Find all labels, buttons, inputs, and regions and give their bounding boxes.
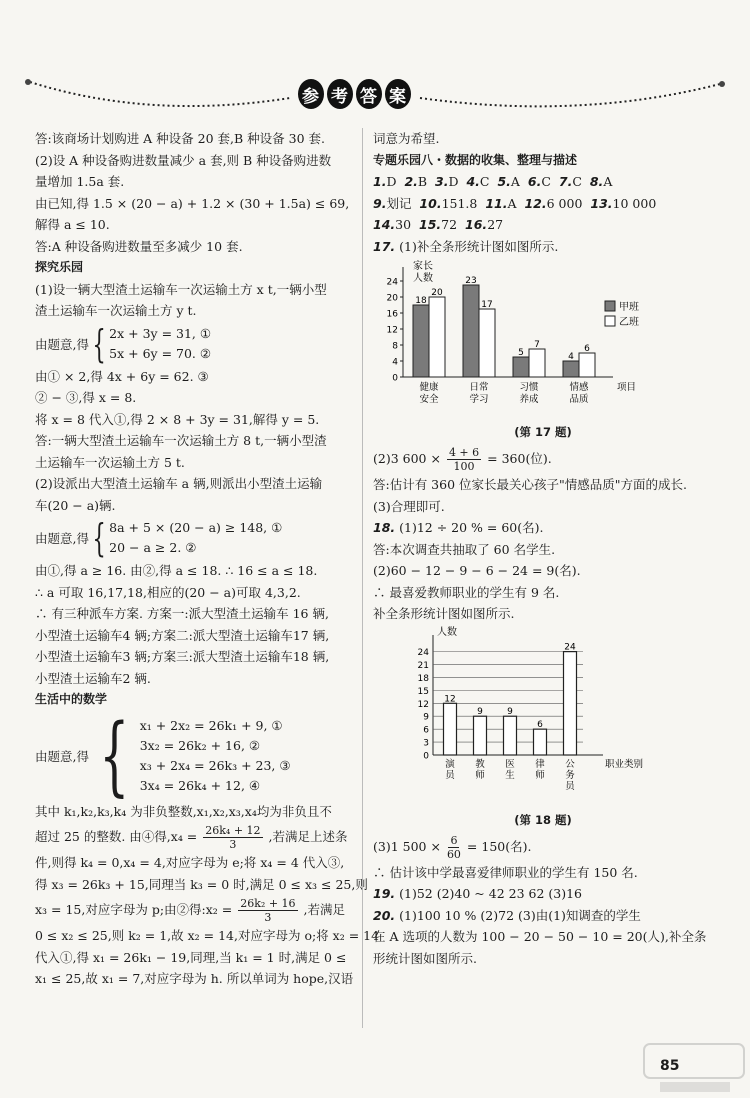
q-number: 6.: [527, 174, 542, 189]
watermark-logo: [640, 1040, 748, 1098]
legend-swatch: [605, 301, 615, 311]
q-number: 10.: [419, 195, 442, 211]
bar: [474, 716, 487, 755]
text-line: 由已知,得 1.5 × (20 − a) + 1.2 × (30 + 1.5a) ≤ 69,: [35, 195, 350, 211]
equation: 3x₄ = 26k₄ + 12, ④: [139, 777, 261, 793]
equation: x₁ + 2x₂ = 26k₁ + 9, ①: [139, 717, 283, 733]
brace: {: [92, 516, 106, 560]
y-tick-label: 15: [417, 686, 429, 697]
equation: 20 − a ≥ 2. ②: [109, 540, 197, 555]
chart-caption: (第 18 题): [514, 812, 572, 827]
q-number: 13.: [590, 195, 613, 211]
text-line: [373, 905, 713, 927]
bar-甲班: [513, 357, 529, 377]
bar-甲班: [413, 305, 429, 377]
fraction-denominator: 3: [229, 838, 237, 851]
q-answer: 划记: [386, 195, 412, 211]
data-label: 17: [481, 300, 493, 310]
q-number: 3.: [435, 174, 449, 189]
text-line: ∴ 最喜爱教师职业的学生有 9 名.: [373, 584, 560, 600]
x-tick-label: 演: [445, 758, 455, 770]
y-tick-label: 4: [392, 357, 398, 368]
x-tick-label: 日常: [469, 382, 489, 393]
page-number: 85: [660, 1058, 680, 1074]
bar: [564, 651, 577, 754]
data-label: 9: [477, 706, 483, 717]
chart-q17: [373, 257, 713, 420]
y-tick-label: 16: [386, 309, 398, 320]
text-fragment: (1)12 ÷ 20 % = 60(名).: [399, 520, 544, 535]
text-line: 词意为希望.: [373, 131, 440, 146]
y-tick-label: 3: [423, 738, 429, 749]
q-number: 5.: [497, 174, 511, 189]
text-line: ∴ a 可取 16,17,18,相应的(20 − a)可取 4,3,2.: [35, 584, 301, 600]
text-line: [373, 517, 713, 539]
legend-swatch: [605, 316, 615, 326]
equation-system: [35, 518, 357, 558]
text-fragment: x₃ = 15,对应字母为 p;由②得:x₂ =: [35, 902, 233, 917]
brace: {: [92, 321, 106, 366]
text-line: [35, 895, 357, 925]
brace: {: [99, 705, 130, 806]
q-number: 4.: [466, 174, 480, 189]
axis-label: 人数: [413, 273, 433, 284]
text-line: 渣土运输车一次运输土方 y t.: [35, 303, 197, 318]
y-tick-label: 9: [423, 712, 429, 723]
y-tick-label: 12: [417, 699, 429, 710]
title-char: 参: [298, 79, 324, 109]
fraction-numerator: 6: [450, 833, 458, 847]
right-column: [373, 128, 713, 969]
text-line: 由①,得 a ≥ 16. 由②,得 a ≤ 18. ∴ 16 ≤ a ≤ 18.: [35, 563, 318, 578]
text-line: 量增加 1.5a 套.: [35, 174, 125, 189]
text-line: 将 x = 8 代入①,得 2 × 8 + 3y = 31,解得 y = 5.: [35, 411, 320, 427]
data-label: 5: [518, 348, 524, 358]
x-tick-label: 师: [535, 769, 545, 781]
text-line: [373, 883, 713, 905]
text-line: 补全条形统计图如图所示.: [373, 606, 515, 621]
answer-row: [373, 214, 713, 236]
title-char: 答: [356, 79, 382, 109]
text-line: 代入①,得 x₁ = 26k₁ − 19,同理,当 k₁ = 1 时,满足 0 ≤: [35, 949, 347, 965]
equation: 2x + 3y = 31, ①: [109, 325, 212, 341]
q-answer: A: [510, 174, 520, 189]
text-line: (2)设 A 种设备购进数量减少 a 套,则 B 种设备购进数: [35, 152, 332, 168]
fraction-numerator: 26k₄ + 12: [205, 824, 261, 837]
bar: [444, 703, 457, 755]
q-answer: B: [417, 174, 428, 189]
q-answer: 6 000: [546, 195, 583, 211]
text-line: 小型渣土运输车2 辆.: [35, 670, 151, 686]
q-answer: 151.8: [441, 195, 478, 211]
y-tick-label: 21: [417, 660, 429, 671]
text-line: 由① × 2,得 4x + 6y = 62. ③: [35, 368, 209, 384]
legend-label: 甲班: [619, 302, 639, 313]
q-number: 2.: [404, 174, 418, 189]
text-line: 答:A 种设备购进数量至多减少 10 套.: [35, 238, 243, 254]
q-answer: 72: [441, 217, 458, 232]
data-label: 12: [444, 693, 456, 704]
y-tick-label: 0: [392, 373, 398, 384]
y-tick-label: 12: [386, 325, 398, 336]
text-fragment: = 150(名).: [466, 838, 532, 854]
data-label: 18: [415, 296, 427, 306]
y-tick-label: 24: [386, 277, 398, 288]
q-number: 12.: [524, 195, 547, 211]
y-tick-label: 0: [423, 751, 429, 761]
text-fragment: ,若满足上述条: [268, 829, 348, 844]
x-tick-label: 务: [565, 769, 575, 781]
text-line: 车(20 − a)辆.: [35, 497, 116, 513]
text-line: (3)合理即可.: [373, 498, 445, 514]
data-label: 9: [507, 706, 513, 717]
fraction-denominator: 60: [446, 847, 461, 861]
equation: 8a + 5 × (20 − a) ≥ 148, ①: [109, 520, 283, 535]
x-tick-label: 学习: [469, 394, 489, 405]
answer-row: [373, 193, 713, 215]
text-line: 件,则得 k₄ = 0,x₄ = 4,对应字母为 e;将 x₄ = 4 代入③,: [35, 855, 345, 870]
text-line: ∴ 有三种派车方案. 方案一:派大型渣土运输车 16 辆,: [35, 606, 329, 621]
text-line: 小型渣土运输车3 辆;方案三:派大型渣土运输车18 辆,: [35, 649, 330, 664]
q-answer: A: [507, 195, 517, 211]
q-answer: 30: [395, 217, 412, 232]
bar-乙班: [479, 309, 495, 377]
q-number: 7.: [558, 174, 573, 189]
x-tick-label: 健康: [419, 382, 439, 393]
text-line: ∴ 估计该中学最喜爱律师职业的学生有 150 名.: [373, 864, 638, 880]
x-tick-label: 师: [475, 769, 485, 781]
chart-q17-svg: [373, 257, 673, 417]
title-char: 案: [385, 79, 411, 109]
equation: 3x₂ = 26k₂ + 16, ②: [139, 737, 261, 753]
q-number: 16.: [465, 217, 488, 232]
section-heading: 探究乐园: [35, 260, 84, 274]
system-lead: 由题意,得: [35, 748, 89, 764]
q-answer: 27: [487, 217, 504, 232]
text-line: [35, 822, 357, 852]
equation-system: [35, 705, 357, 806]
q-number: 15.: [419, 217, 442, 232]
q-number: 19.: [373, 886, 396, 901]
text-fragment: 超过 25 的整数. 由④得,x₄ =: [35, 829, 198, 844]
data-label: 6: [537, 719, 543, 730]
q-number: 14.: [373, 217, 396, 232]
q-number: 8.: [589, 174, 604, 189]
x-tick-label: 安全: [419, 394, 439, 405]
bar-乙班: [579, 353, 595, 377]
bar-甲班: [563, 361, 579, 377]
x-tick-label: 律: [535, 758, 545, 770]
bar: [534, 729, 547, 755]
data-label: 23: [465, 276, 477, 286]
y-tick-label: 20: [386, 293, 398, 304]
x-tick-label: 养成: [519, 394, 539, 405]
text-line: 答:本次调查共抽取了 60 名学生.: [373, 541, 556, 557]
text-line: ② − ③,得 x = 8.: [35, 390, 137, 405]
y-tick-label: 8: [392, 341, 398, 352]
axis-label: 家长: [413, 261, 433, 272]
q-number: 20.: [373, 907, 396, 923]
text-line: [373, 832, 713, 862]
data-label: 4: [568, 352, 574, 362]
fraction-denominator: 3: [264, 911, 272, 924]
data-label: 7: [534, 340, 540, 350]
bar-乙班: [429, 297, 445, 377]
data-label: 24: [564, 642, 576, 653]
x-tick-label: 生: [505, 769, 515, 781]
text-fragment: = 360(位).: [487, 451, 552, 466]
bar-乙班: [529, 349, 545, 377]
q-number: 9.: [373, 195, 387, 211]
q-answer: C: [572, 174, 582, 189]
text-line: 答:一辆大型渣土运输车一次运输土方 8 t,一辆小型渣: [35, 433, 327, 448]
answer-row: [373, 171, 713, 193]
x-tick-label: 员: [565, 780, 575, 792]
text-fragment: (2)3 600 ×: [373, 451, 441, 466]
chart-caption: (第 17 题): [514, 425, 572, 439]
text-line: 土运输车一次运输土方 5 t.: [35, 454, 185, 470]
text-line: 0 ≤ x₂ ≤ 25,则 k₂ = 1,故 x₂ = 14,对应字母为 o;将 x₂ = 14: [35, 928, 380, 943]
q-answer: 10 000: [612, 195, 657, 211]
text-line: (1)设一辆大型渣土运输车一次运输土方 x t,一辆小型: [35, 281, 327, 297]
text-line: 形统计图如图所示.: [373, 950, 477, 966]
y-tick-label: 24: [417, 647, 429, 658]
text-line: 答:估计有 360 位家长最关心孩子"情感品质"方面的成长.: [373, 477, 687, 492]
x-tick-label: 医: [505, 758, 515, 770]
fraction-numerator: 4 + 6: [448, 446, 480, 459]
chart-q18: [373, 625, 713, 808]
text-line: 得 x₃ = 26k₃ + 15,同理当 k₃ = 0 时,满足 0 ≤ x₃ ≤ 25,则: [35, 876, 368, 892]
fraction: [447, 834, 461, 861]
q-number: 11.: [485, 195, 508, 211]
title-char: 考: [327, 79, 353, 109]
equation: 5x + 6y = 70. ②: [109, 345, 212, 361]
fraction-denominator: 100: [453, 460, 475, 473]
x-tick-label: 员: [445, 769, 455, 781]
text-line: [373, 236, 713, 258]
text-fragment: (1)100 10 % (2)72 (3)由(1)知调查的学生: [399, 907, 641, 923]
x-tick-label: 情感: [569, 382, 589, 393]
x-axis-label: 职业类别: [605, 758, 644, 770]
legend-label: 乙班: [619, 317, 639, 328]
x-axis-label: 项目: [617, 382, 637, 393]
text-line: [373, 444, 713, 474]
left-column: [35, 128, 380, 990]
equation: x₃ + 2x₄ = 26k₃ + 23, ③: [139, 757, 291, 773]
page-title: [296, 75, 412, 113]
fraction: [447, 446, 481, 473]
bar-甲班: [463, 285, 479, 377]
x-tick-label: 公: [565, 758, 575, 770]
data-label: 6: [584, 344, 590, 354]
axis-label: 人数: [437, 626, 457, 638]
q-answer: D: [386, 174, 397, 189]
fraction-numerator: 26k₂ + 16: [240, 897, 296, 910]
q-answer: D: [448, 174, 459, 189]
system-lead: 由题意,得: [35, 531, 89, 546]
text-line: 其中 k₁,k₂,k₃,k₄ 为非负整数,x₁,x₂,x₃,x₄均为非负且不: [35, 803, 332, 819]
y-tick-label: 18: [417, 673, 429, 684]
q-answer: A: [603, 174, 613, 189]
column-divider: [362, 128, 363, 1028]
q-answer: C: [479, 174, 490, 189]
y-tick-label: 6: [423, 725, 429, 736]
q-number: 1.: [373, 174, 387, 189]
text-fragment: (3)1 500 ×: [373, 838, 441, 854]
text-fragment: (1)52 (2)40 ~ 42 23 62 (3)16: [399, 886, 583, 901]
text-fragment: (1)补全条形统计图如图所示.: [399, 238, 559, 254]
data-label: 20: [431, 288, 443, 298]
text-line: (2)设派出大型渣土运输车 a 辆,则派出小型渣土运输: [35, 476, 323, 491]
x-tick-label: 品质: [569, 394, 589, 405]
section-heading: 专题乐园八・数据的收集、整理与描述: [373, 152, 578, 167]
x-tick-label: 习惯: [519, 382, 539, 393]
section-heading: 生活中的数学: [35, 692, 108, 706]
text-fragment: ,若满足: [303, 902, 346, 917]
q-number: 17.: [373, 238, 396, 254]
system-lead: 由题意,得: [35, 336, 89, 352]
fraction: [238, 897, 297, 924]
fraction: [203, 824, 262, 851]
text-line: 答:该商场计划购进 A 种设备 20 套,B 种设备 30 套.: [35, 131, 325, 146]
bar: [504, 716, 517, 755]
text-line: (2)60 − 12 − 9 − 6 − 24 = 9(名).: [373, 563, 581, 578]
q-number: 18.: [373, 520, 396, 535]
text-line: 小型渣土运输车4 辆;方案二:派大型渣土运输车17 辆,: [35, 627, 330, 643]
text-line: 解得 a ≤ 10.: [35, 217, 110, 232]
text-line: x₁ ≤ 25,故 x₁ = 7,对应字母为 h. 所以单词为 hope,汉语: [35, 971, 354, 986]
q-answer: C: [541, 174, 551, 189]
text-line: 在 A 选项的人数为 100 − 20 − 50 − 10 = 20(人),补全条: [373, 929, 707, 944]
x-tick-label: 教: [475, 758, 485, 770]
equation-system: [35, 321, 357, 366]
chart-q18-svg: [373, 625, 673, 805]
